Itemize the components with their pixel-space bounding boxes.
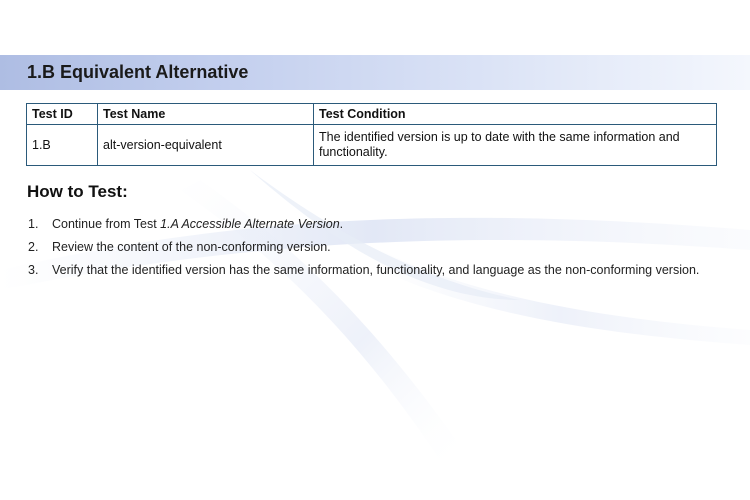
list-item: [28, 262, 699, 285]
step-text: [52, 216, 343, 239]
how-to-test-heading: How to Test:: [27, 182, 128, 201]
cell-test-name: alt-version-equivalent: [98, 125, 314, 166]
step-number: 2.: [28, 240, 39, 254]
test-table: [26, 103, 717, 166]
step-text: Review the content of the non-conforming version.: [52, 240, 331, 254]
table-header-row: [27, 104, 717, 125]
step-reference: 1.A Accessible Alternate Version: [160, 217, 340, 231]
step-text-before: Continue from Test: [52, 217, 161, 231]
header-test-condition: Test Condition: [314, 104, 717, 125]
list-item: [28, 239, 699, 262]
cell-test-condition: The identified version is up to date with the same information and functionality.: [314, 125, 717, 166]
header-test-id: Test ID: [27, 104, 98, 125]
slide-title: 1.B Equivalent Alternative: [27, 62, 249, 82]
list-item: [28, 216, 699, 239]
step-text-after: .: [339, 217, 344, 231]
step-number: 3.: [28, 263, 39, 277]
header-test-name: Test Name: [98, 104, 314, 125]
step-number: 1.: [28, 217, 39, 231]
steps-list: [28, 216, 699, 285]
step-text: Verify that the identified version has the same information, functionality, and language as the non-conforming version.: [52, 263, 700, 277]
cell-test-id: 1.B: [27, 125, 98, 166]
table-row: [27, 125, 717, 166]
